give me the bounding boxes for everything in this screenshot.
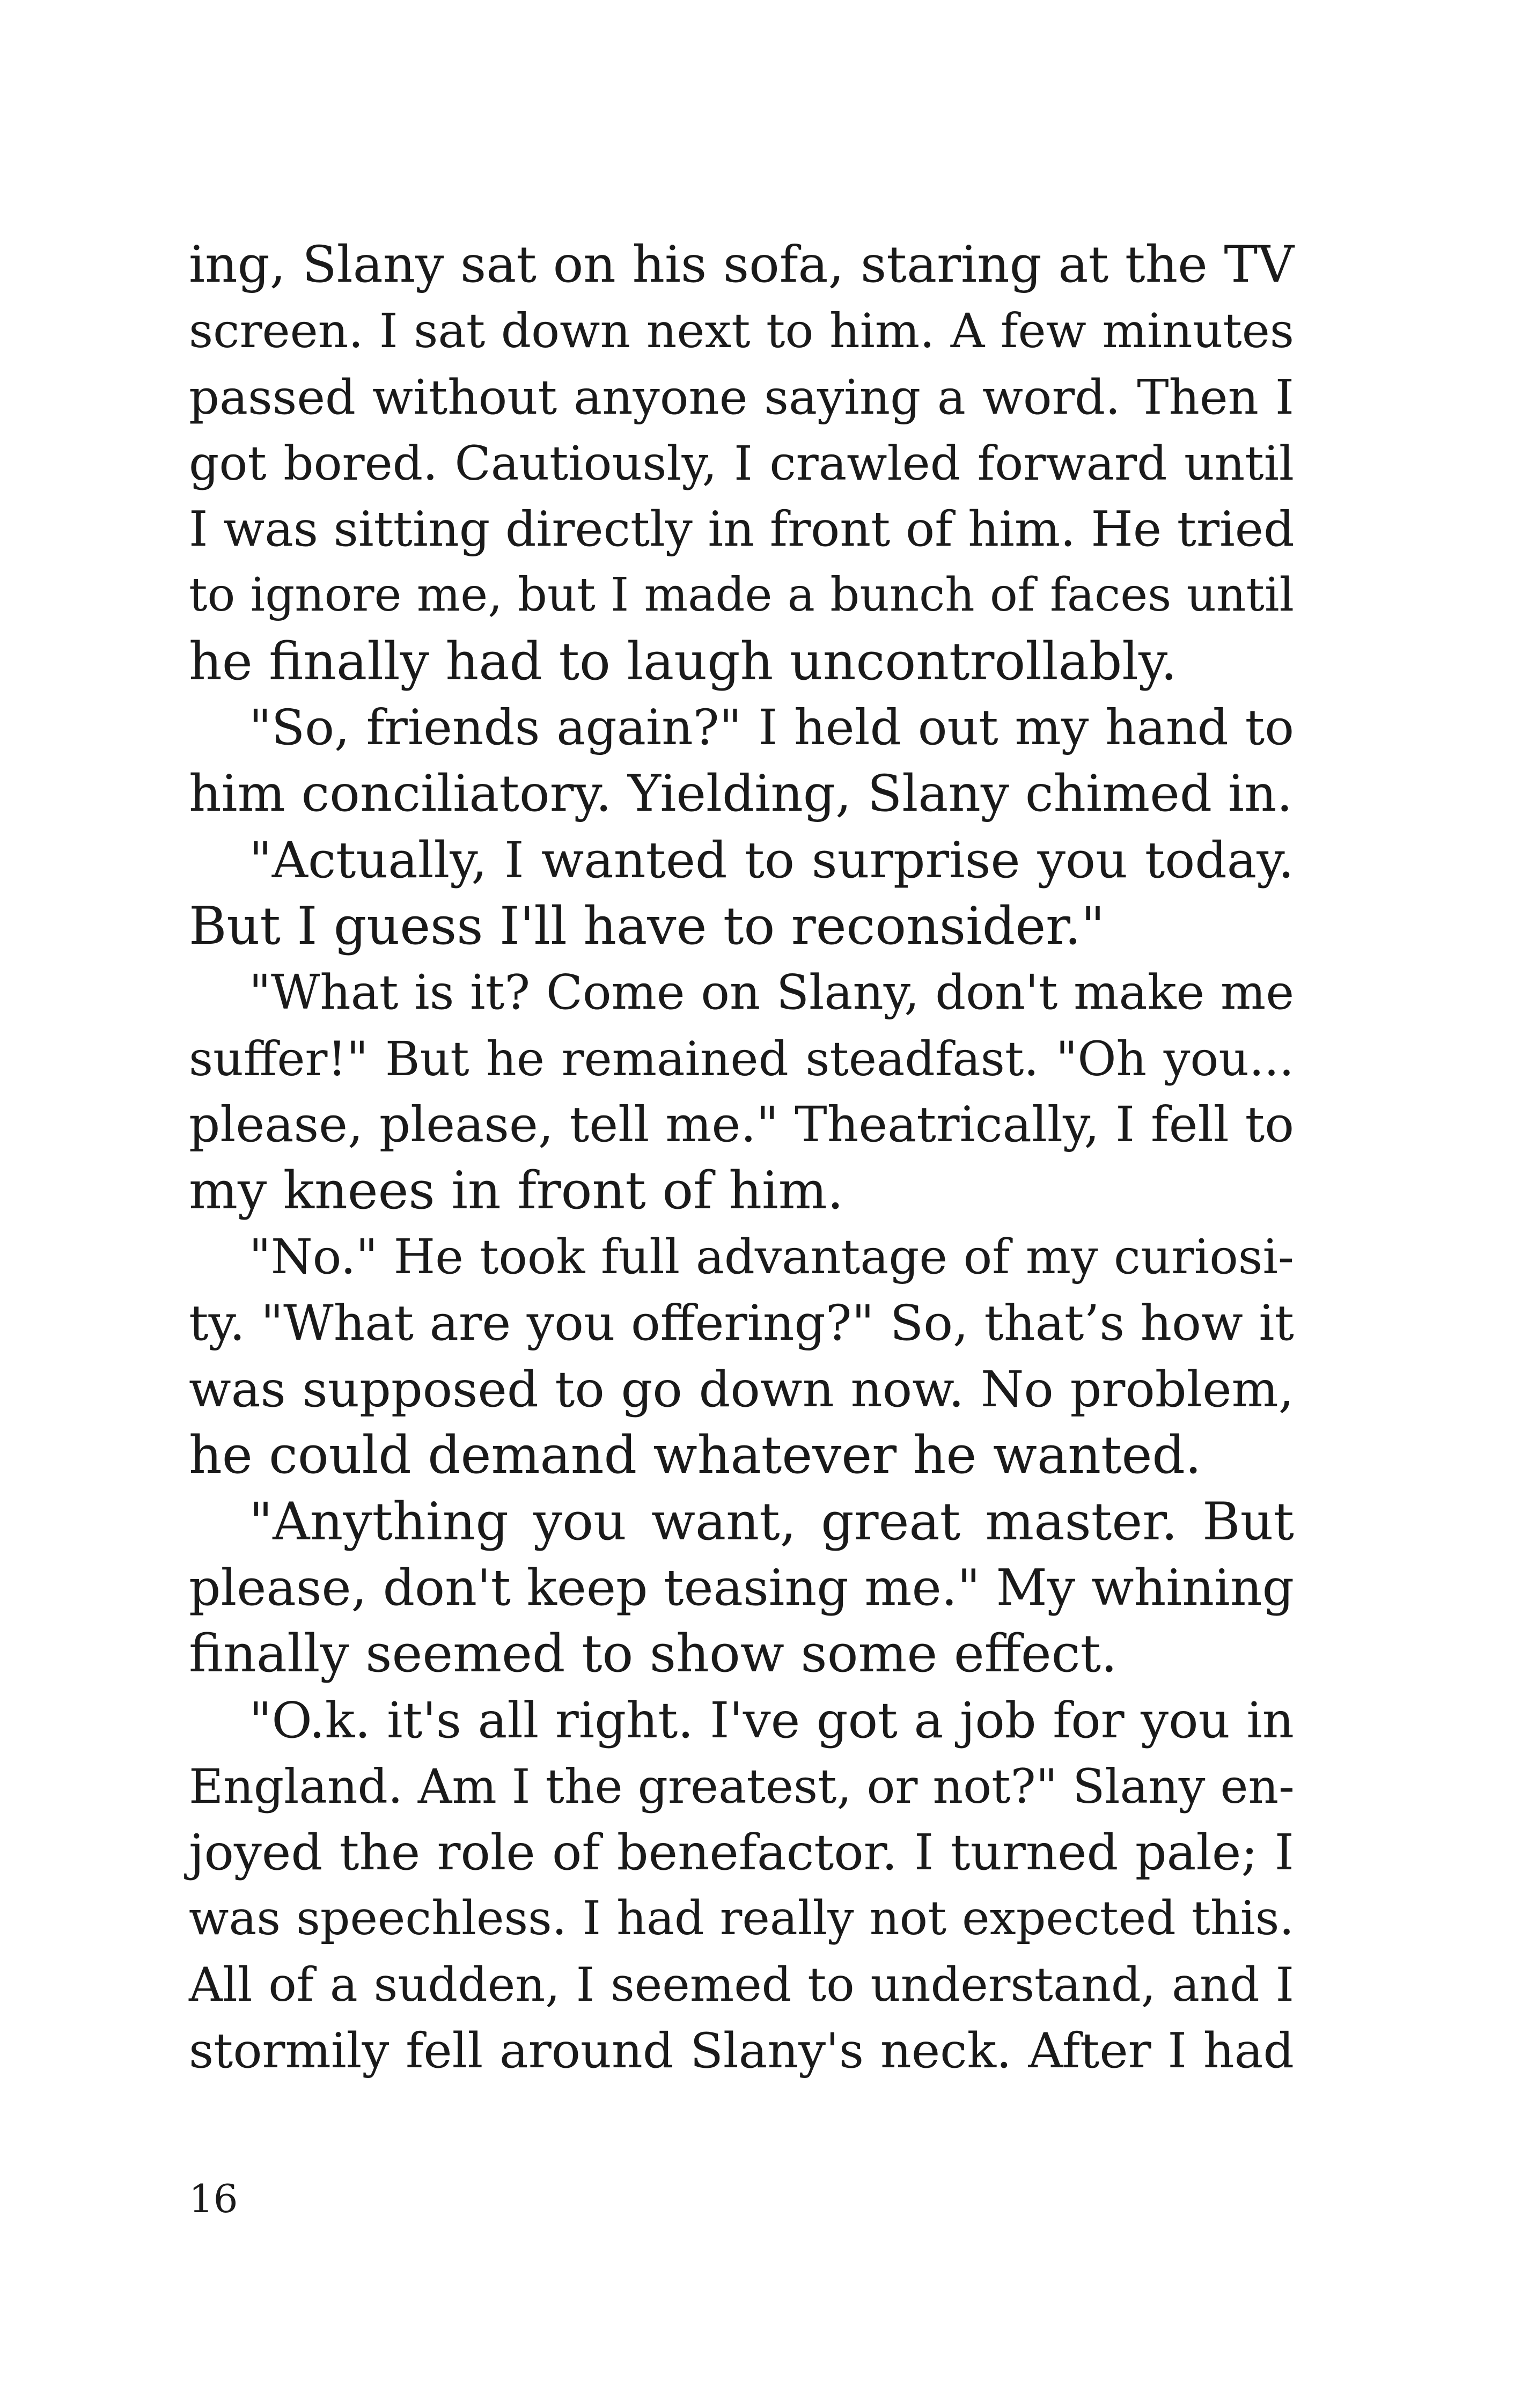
text-line: joyed the role of benefactor. I turned pale; I: [189, 1824, 1294, 1882]
text-line: "Actually, I wanted to surprise you today.: [249, 831, 1294, 889]
text-line: All of a sudden, I seemed to understand, and I: [189, 1957, 1294, 2012]
text-line: "So, friends again?" I held out my hand to: [249, 700, 1294, 757]
text-line: screen. I sat down next to him. A few minutes: [189, 303, 1294, 359]
text-line: please, please, tell me." Theatrically, I fell to: [189, 1096, 1294, 1153]
text-line: finally seemed to show some effect.: [189, 1624, 1118, 1684]
text-line: passed without anyone saying a word. Then I: [189, 369, 1294, 425]
text-line: I was sitting directly in front of him. He tried: [189, 501, 1295, 558]
text-line: "No." He took full advantage of my curiosi-: [249, 1229, 1294, 1285]
text-line: to ignore me, but I made a bunch of faces until: [189, 568, 1294, 622]
text-line: my knees in front of him.: [189, 1161, 844, 1221]
text-line: suffer!" But he remained steadfast. "Oh you...: [189, 1031, 1294, 1086]
text-line: ty. "What are you offering?" So, that’s how it: [189, 1295, 1294, 1352]
text-line: got bored. Cautiously, I crawled forward until: [189, 435, 1294, 491]
text-line: But I guess I'll have to reconsider.": [189, 895, 1105, 956]
text-line: him conciliatory. Yielding, Slany chimed in.: [189, 765, 1293, 824]
text-line: was speechless. I had really not expected this.: [189, 1891, 1294, 1946]
text-line: he finally had to laugh uncontrollably.: [189, 631, 1177, 692]
page-number: 16: [189, 2176, 238, 2221]
text-line: ing, Slany sat on his sofa, staring at the TV: [189, 236, 1294, 294]
text-line: stormily fell around Slany's neck. After I had: [189, 2023, 1294, 2080]
text-line: "Anything you want, great master. But: [249, 1491, 1294, 1552]
text-line: England. Am I the greatest, or not?" Slany en-: [189, 1758, 1295, 1814]
text-line: "O.k. it's all right. I've got a job for you in: [249, 1691, 1294, 1749]
text-line: he could demand whatever he wanted.: [189, 1425, 1202, 1486]
text-line: "What is it? Come on Slany, don't make me: [249, 964, 1294, 1021]
text-line: was supposed to go down now. No problem,: [189, 1361, 1294, 1419]
text-line: please, don't keep teasing me." My whining: [189, 1558, 1295, 1617]
body-text: [189, 232, 1294, 2084]
